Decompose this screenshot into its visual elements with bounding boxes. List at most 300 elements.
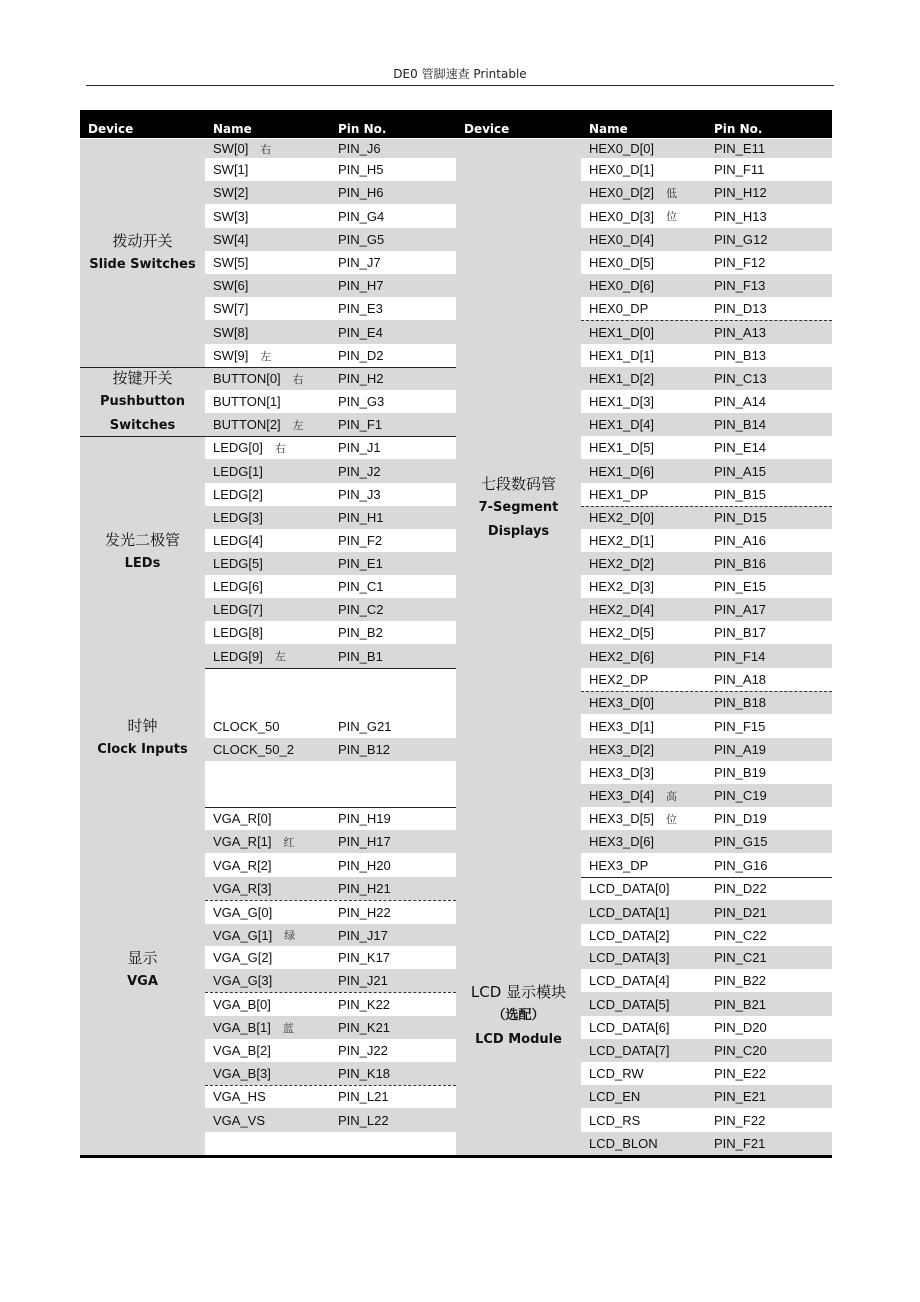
pin-number: PIN_C20 xyxy=(714,1043,767,1058)
pin-name-cell xyxy=(205,158,330,181)
blank-cell xyxy=(205,761,456,807)
pin-name: HEX1_D[2] xyxy=(589,371,655,386)
pin-name-cell xyxy=(581,714,706,738)
pin-number-cell xyxy=(706,900,832,924)
pin-number-cell xyxy=(706,158,832,181)
pin-name-cell xyxy=(581,1132,706,1155)
pin-number-cell xyxy=(330,552,456,575)
pin-name-cell xyxy=(581,575,706,598)
pin-name: LCD_DATA[7] xyxy=(589,1043,670,1058)
pin-number-cell xyxy=(706,853,832,877)
pin-name-cell xyxy=(581,924,706,946)
pin-name: LCD_DATA[6] xyxy=(589,1020,670,1035)
pin-number-cell xyxy=(330,436,456,459)
pin-name-cell xyxy=(205,738,330,761)
pin-name: HEX1_D[6] xyxy=(589,463,655,479)
pin-name: VGA_R[0] xyxy=(213,811,272,826)
device-group-label xyxy=(80,807,205,1132)
pin-name: LEDG[4] xyxy=(213,533,263,548)
pin-name-cell xyxy=(581,139,706,158)
pin-name: VGA_G[3] xyxy=(213,973,273,988)
pin-number-cell xyxy=(330,320,456,344)
pin-number: PIN_H17 xyxy=(338,834,391,849)
pin-number: PIN_D21 xyxy=(714,904,767,920)
pin-name: VGA_G[1] xyxy=(213,927,273,943)
pin-number: PIN_A13 xyxy=(714,324,767,340)
position-note: 绿 xyxy=(284,929,296,942)
pin-name: LEDG[3] xyxy=(213,510,263,525)
pin-name: SW[1] xyxy=(213,162,249,177)
pin-name-cell xyxy=(205,1016,330,1039)
pin-number: PIN_G15 xyxy=(714,834,768,849)
pin-number-cell xyxy=(330,506,456,529)
device-name-en: LEDs xyxy=(124,556,161,571)
pin-name: HEX3_D[3] xyxy=(589,765,655,780)
pin-name-cell xyxy=(205,367,330,390)
pin-number-cell xyxy=(706,1039,832,1062)
pin-name: SW[3] xyxy=(213,208,249,224)
pin-number-cell xyxy=(330,483,456,506)
color-divider xyxy=(205,992,456,993)
pin-name: LCD_RW xyxy=(589,1066,644,1081)
pin-name: LEDG[0] xyxy=(213,440,263,455)
pin-number-cell xyxy=(706,297,832,320)
pin-name-cell xyxy=(205,714,330,738)
pin-name: LEDG[6] xyxy=(213,579,263,594)
pin-name: VGA_B[1] xyxy=(213,1020,271,1035)
pin-number-cell xyxy=(330,644,456,668)
pin-name-cell xyxy=(205,969,330,992)
position-note: 右 xyxy=(292,372,304,386)
pin-name: HEX2_D[5] xyxy=(589,625,655,640)
pin-name-cell xyxy=(581,367,706,390)
pin-number-cell xyxy=(706,181,832,204)
pin-name: LEDG[9] xyxy=(213,648,263,664)
pin-name: HEX3_D[2] xyxy=(589,742,655,757)
pin-number: PIN_H22 xyxy=(338,904,391,920)
column-header: Device xyxy=(456,111,581,138)
pin-number: PIN_C19 xyxy=(714,788,767,803)
pin-number-cell xyxy=(706,1108,832,1132)
pin-number-cell xyxy=(330,1062,456,1085)
pin-number: PIN_J21 xyxy=(338,973,388,988)
pin-name-cell xyxy=(205,621,330,644)
pin-number-cell xyxy=(706,367,832,390)
pin-number-cell xyxy=(706,738,832,761)
device-name-cn: 拨动开关 xyxy=(112,232,173,250)
pin-number: PIN_K18 xyxy=(338,1066,391,1081)
pin-name-cell xyxy=(205,1039,330,1062)
pin-name-cell xyxy=(581,1085,706,1108)
pin-number: PIN_F22 xyxy=(714,1112,766,1128)
pin-number: PIN_H13 xyxy=(714,208,767,224)
pin-number: PIN_H6 xyxy=(338,185,384,200)
pin-number: PIN_H12 xyxy=(714,185,767,200)
pin-number: PIN_B13 xyxy=(714,348,767,363)
pin-number: PIN_E3 xyxy=(338,301,383,316)
device-name-en: Clock Inputs xyxy=(97,741,188,757)
pin-number-cell xyxy=(330,1108,456,1132)
pin-number-cell xyxy=(330,251,456,274)
pin-number: PIN_J22 xyxy=(338,1043,388,1058)
device-name-en: Pushbutton xyxy=(100,393,185,409)
pin-number-cell xyxy=(706,761,832,784)
pin-number-cell xyxy=(330,529,456,552)
pin-name: LCD_DATA[3] xyxy=(589,950,670,965)
digit-divider xyxy=(581,506,832,507)
pin-name: HEX1_D[4] xyxy=(589,417,655,432)
pin-number: PIN_D13 xyxy=(714,301,767,316)
pin-number: PIN_B14 xyxy=(714,417,767,432)
pin-number: PIN_B19 xyxy=(714,765,767,780)
pin-name-cell xyxy=(205,946,330,969)
position-note: 左 xyxy=(260,349,272,363)
header-rule xyxy=(80,110,832,112)
device-name-cn: 按键开关 xyxy=(112,368,173,387)
group-divider xyxy=(80,367,456,368)
pin-number: PIN_B18 xyxy=(714,695,767,710)
pin-number-cell xyxy=(706,668,832,691)
pin-name-cell xyxy=(205,413,330,436)
pin-number-cell xyxy=(706,274,832,297)
pin-number-cell xyxy=(330,714,456,738)
pin-name-cell xyxy=(205,344,330,367)
pin-number: PIN_H1 xyxy=(338,510,384,525)
device-name-en: VGA xyxy=(127,973,158,989)
pin-name: HEX3_D[5] xyxy=(589,811,655,826)
pin-name: LCD_DATA[5] xyxy=(589,996,670,1012)
pin-number-cell xyxy=(330,1016,456,1039)
column-header: Pin No. xyxy=(330,111,456,138)
pin-name-cell xyxy=(581,761,706,784)
pin-number: PIN_C1 xyxy=(338,579,384,594)
pin-number: PIN_A19 xyxy=(714,742,767,757)
pin-number-cell xyxy=(706,506,832,529)
pin-number-cell xyxy=(330,807,456,830)
pin-name: SW[8] xyxy=(213,324,249,340)
pin-name-cell xyxy=(581,297,706,320)
pin-number: PIN_D20 xyxy=(714,1020,767,1035)
pin-name-cell xyxy=(205,459,330,483)
pin-name-cell xyxy=(581,274,706,297)
pin-name: HEX2_D[0] xyxy=(589,510,655,525)
pin-name: HEX0_D[0] xyxy=(589,141,655,156)
pin-name: LEDG[5] xyxy=(213,556,263,571)
pin-number-cell xyxy=(330,575,456,598)
pin-number: PIN_J1 xyxy=(338,440,381,455)
pin-name: LCD_RS xyxy=(589,1112,641,1128)
pin-name-cell xyxy=(205,644,330,668)
pin-number-cell xyxy=(706,436,832,459)
group-divider xyxy=(80,436,456,437)
pin-name-cell xyxy=(205,575,330,598)
pin-name-cell xyxy=(205,436,330,459)
pin-name: HEX2_D[3] xyxy=(589,579,655,594)
pin-number-cell xyxy=(330,900,456,924)
pin-number-cell xyxy=(330,1039,456,1062)
device-name-en: Displays xyxy=(487,524,550,539)
pin-name: HEX0_D[4] xyxy=(589,232,655,247)
position-note: 位 xyxy=(666,812,678,826)
pin-name: VGA_B[3] xyxy=(213,1066,271,1081)
pin-name-cell xyxy=(581,598,706,621)
pin-number-cell xyxy=(330,598,456,621)
device-group-label xyxy=(80,367,205,436)
pin-name: BUTTON[0] xyxy=(213,371,281,386)
pin-name: HEX1_D[0] xyxy=(589,324,655,340)
pin-number-cell xyxy=(706,320,832,344)
pin-name: SW[5] xyxy=(213,255,249,270)
pin-number: PIN_E14 xyxy=(714,440,767,455)
pin-name: HEX1_D[3] xyxy=(589,394,655,409)
pin-name-cell xyxy=(205,900,330,924)
pin-number: PIN_E15 xyxy=(714,579,767,594)
pin-name-cell xyxy=(581,668,706,691)
pin-name: HEX0_DP xyxy=(589,301,649,316)
pin-name-cell xyxy=(205,320,330,344)
pin-number-cell xyxy=(330,139,456,158)
pin-name: HEX2_D[6] xyxy=(589,648,655,664)
pin-number: PIN_H19 xyxy=(338,811,391,826)
pin-number: PIN_C2 xyxy=(338,602,384,617)
pin-name: HEX0_D[1] xyxy=(589,162,655,177)
digit-divider xyxy=(581,320,832,321)
pin-number: PIN_B16 xyxy=(714,556,767,571)
pin-number: PIN_B15 xyxy=(714,487,767,502)
blank-cell xyxy=(205,668,456,714)
pin-name: LCD_BLON xyxy=(589,1136,658,1151)
pin-name-cell xyxy=(581,228,706,251)
pin-number-cell xyxy=(330,1085,456,1108)
pin-number: PIN_F11 xyxy=(714,162,765,177)
pin-number-cell xyxy=(706,1016,832,1039)
pin-number-cell xyxy=(706,204,832,228)
pin-number-cell xyxy=(706,644,832,668)
pin-number-cell xyxy=(706,830,832,853)
pin-name: CLOCK_50_2 xyxy=(213,742,294,757)
device-name-cn: 七段数码管 xyxy=(480,475,556,493)
pin-number-cell xyxy=(706,344,832,367)
pin-name-cell xyxy=(581,807,706,830)
pin-number-cell xyxy=(330,228,456,251)
pin-number: PIN_H21 xyxy=(338,881,391,896)
digit-divider xyxy=(581,691,832,692)
pin-name-cell xyxy=(581,877,706,900)
pin-number-cell xyxy=(330,181,456,204)
pin-number-cell xyxy=(706,621,832,644)
pin-name: LCD_EN xyxy=(589,1089,641,1104)
pin-number-cell xyxy=(330,274,456,297)
pin-name-cell xyxy=(581,1039,706,1062)
pin-name-cell xyxy=(205,529,330,552)
pin-name: LCD_DATA[1] xyxy=(589,904,670,920)
pin-name: LCD_DATA[4] xyxy=(589,973,670,988)
pin-number-cell xyxy=(706,807,832,830)
pin-name: HEX0_D[2] xyxy=(589,185,655,200)
pin-number: PIN_E4 xyxy=(338,324,383,340)
pin-number: PIN_K17 xyxy=(338,950,391,965)
pin-number-cell xyxy=(330,992,456,1016)
pin-number-cell xyxy=(330,459,456,483)
pin-number: PIN_A17 xyxy=(714,602,767,617)
column-header: Device xyxy=(80,111,205,138)
pin-number-cell xyxy=(330,946,456,969)
pin-name-cell xyxy=(205,297,330,320)
pin-number: PIN_L21 xyxy=(338,1089,389,1104)
pin-number: PIN_D15 xyxy=(714,510,767,525)
pin-number-cell xyxy=(706,552,832,575)
device-blank-cell xyxy=(80,1132,205,1155)
pin-number: PIN_G5 xyxy=(338,232,385,247)
pin-name: SW[4] xyxy=(213,232,249,247)
pin-number: PIN_B1 xyxy=(338,648,383,664)
pin-name: LEDG[1] xyxy=(213,463,263,479)
pin-number-cell xyxy=(706,228,832,251)
pin-number: PIN_A14 xyxy=(714,394,767,409)
position-note: 左 xyxy=(292,418,304,432)
pin-number: PIN_A15 xyxy=(714,463,767,479)
pin-name-cell xyxy=(581,784,706,807)
pin-name-cell xyxy=(581,552,706,575)
pin-name-cell xyxy=(581,830,706,853)
pin-name: HEX2_D[4] xyxy=(589,602,655,617)
pin-number-cell xyxy=(330,969,456,992)
pin-name: LEDG[7] xyxy=(213,602,263,617)
pin-number: PIN_E11 xyxy=(714,141,766,156)
pin-number: PIN_J6 xyxy=(338,141,381,156)
device-group-label xyxy=(456,139,581,877)
pin-name-cell xyxy=(205,924,330,946)
pin-number: PIN_G16 xyxy=(714,857,768,873)
table-bottom-rule xyxy=(80,1155,832,1158)
pin-number: PIN_H20 xyxy=(338,857,391,873)
pin-name-cell xyxy=(581,691,706,714)
pin-number-cell xyxy=(330,853,456,877)
pin-name: SW[6] xyxy=(213,278,249,293)
pin-name-cell xyxy=(205,506,330,529)
pin-name-cell xyxy=(581,738,706,761)
pin-name-cell xyxy=(205,390,330,413)
column-header: Name xyxy=(581,111,706,138)
pin-number: PIN_F13 xyxy=(714,278,766,293)
device-name-en: （选配） xyxy=(492,1008,545,1023)
pin-name: LEDG[8] xyxy=(213,625,263,640)
pin-number: PIN_D2 xyxy=(338,348,384,363)
pin-number: PIN_G3 xyxy=(338,394,385,409)
pin-number-cell xyxy=(706,529,832,552)
pin-number: PIN_F2 xyxy=(338,533,383,548)
pin-name-cell xyxy=(581,946,706,969)
pin-number: PIN_K21 xyxy=(338,1020,391,1035)
device-group-label xyxy=(80,139,205,367)
pin-name-cell xyxy=(205,1085,330,1108)
pin-number-cell xyxy=(706,413,832,436)
position-note: 低 xyxy=(666,186,678,200)
pin-number-cell xyxy=(706,691,832,714)
pin-number: PIN_H5 xyxy=(338,162,384,177)
pin-number: PIN_B12 xyxy=(338,742,391,757)
pin-number-cell xyxy=(330,390,456,413)
pin-number-cell xyxy=(706,784,832,807)
pin-name-cell xyxy=(581,251,706,274)
pin-number: PIN_J7 xyxy=(338,255,381,270)
position-note: 右 xyxy=(274,441,286,455)
pin-number: PIN_F15 xyxy=(714,718,766,734)
pin-number-cell xyxy=(330,877,456,900)
device-group-label xyxy=(456,877,581,1155)
pin-number-cell xyxy=(706,1085,832,1108)
pin-number: PIN_K22 xyxy=(338,996,391,1012)
pin-number: PIN_G12 xyxy=(714,232,768,247)
column-header: Pin No. xyxy=(706,111,832,138)
device-name-cn: LCD 显示模块 xyxy=(470,983,567,1001)
pin-number-cell xyxy=(706,924,832,946)
position-note: 位 xyxy=(666,210,678,223)
pin-number-cell xyxy=(330,924,456,946)
pin-name-cell xyxy=(581,390,706,413)
device-name-cn: 发光二极管 xyxy=(104,531,180,549)
pin-name-cell xyxy=(205,181,330,204)
pin-name: VGA_R[3] xyxy=(213,881,272,896)
pin-number: PIN_B2 xyxy=(338,625,383,640)
pin-name: HEX0_D[3] xyxy=(589,208,655,224)
pin-number-cell xyxy=(706,946,832,969)
pin-number: PIN_A16 xyxy=(714,533,767,548)
pin-name: VGA_VS xyxy=(213,1112,266,1128)
pin-name: HEX2_DP xyxy=(589,672,649,687)
blank-cell xyxy=(205,1132,456,1155)
pin-number: PIN_H7 xyxy=(338,278,384,293)
pin-number: PIN_F21 xyxy=(714,1136,766,1151)
position-note: 右 xyxy=(260,142,272,156)
pin-name-cell xyxy=(581,1108,706,1132)
pin-name-cell xyxy=(581,621,706,644)
pin-number: PIN_J3 xyxy=(338,487,381,502)
device-name-en: 7-Segment xyxy=(478,500,559,515)
pin-name: LCD_DATA[0] xyxy=(589,881,670,896)
pin-name: LCD_DATA[2] xyxy=(589,927,670,943)
pin-name-cell xyxy=(581,181,706,204)
pin-name-cell xyxy=(205,274,330,297)
pin-name: HEX1_D[5] xyxy=(589,440,655,455)
pin-number-cell xyxy=(706,483,832,506)
position-note: 红 xyxy=(283,835,295,849)
pin-number: PIN_A18 xyxy=(714,672,767,687)
pin-name-cell xyxy=(581,204,706,228)
pin-name-cell xyxy=(581,413,706,436)
pin-name: SW[0] xyxy=(213,141,249,156)
pin-number: PIN_C21 xyxy=(714,950,767,965)
pin-name: VGA_R[1] xyxy=(213,834,272,849)
pin-name: HEX2_D[2] xyxy=(589,556,655,571)
pin-name-cell xyxy=(205,992,330,1016)
pin-name: HEX3_D[0] xyxy=(589,695,655,710)
pin-number-cell xyxy=(330,297,456,320)
pin-number-cell xyxy=(330,204,456,228)
pin-number-cell xyxy=(706,877,832,900)
pin-number: PIN_G21 xyxy=(338,718,392,734)
pin-name-cell xyxy=(581,644,706,668)
pin-number-cell xyxy=(706,992,832,1016)
pin-name: LEDG[2] xyxy=(213,487,263,502)
pin-number-cell xyxy=(706,598,832,621)
device-group-label xyxy=(80,668,205,807)
pin-name: VGA_B[0] xyxy=(213,996,271,1012)
pin-number-cell xyxy=(706,1062,832,1085)
pin-number-cell xyxy=(330,738,456,761)
pin-name: BUTTON[2] xyxy=(213,417,281,432)
pin-number: PIN_E22 xyxy=(714,1066,767,1081)
